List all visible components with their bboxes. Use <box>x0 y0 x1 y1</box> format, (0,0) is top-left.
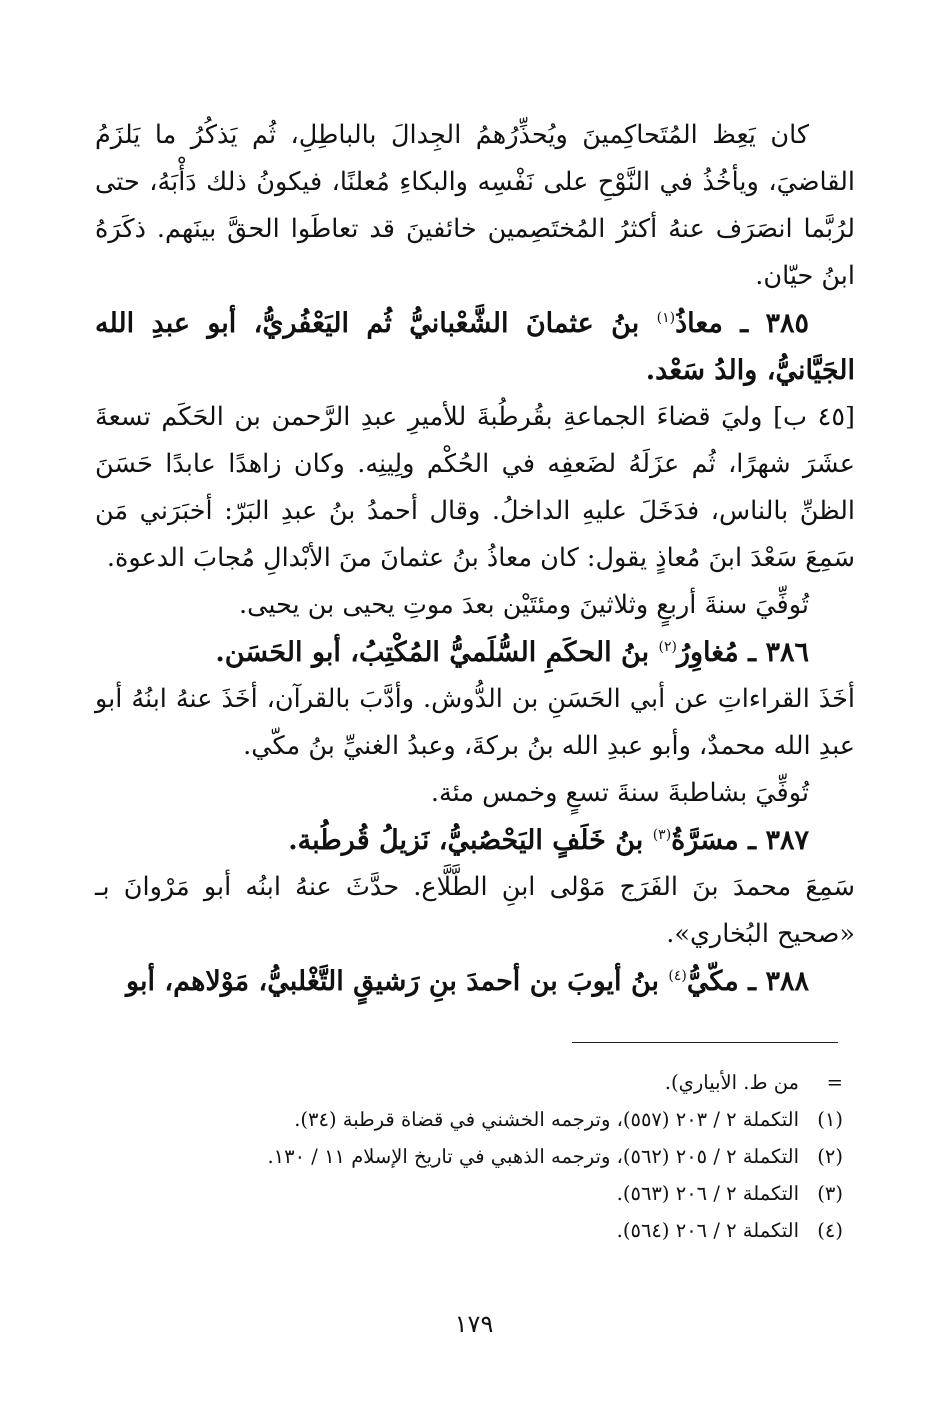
footnote-marker: (٣) <box>817 1182 843 1205</box>
entry-385-lineage: بنُ عثمانَ الشَّعْبانيُّ ثُم اليَعْفُريُّ، أبو عبدِ الله الجَيَّانيُّ، والدُ سَعْد. <box>95 308 855 386</box>
entry-385-number-name: ٣٨٥ ـ معاذُ <box>675 308 810 339</box>
footnote-ref-2: (٢) <box>658 639 677 655</box>
footnote-text: التكملة ٢ / ٢٠٦ (٥٦٤). <box>616 1219 799 1242</box>
entry-386-heading <box>95 629 855 676</box>
entry-385-death: تُوفِّيَ سنةَ أربعٍ وثلاثينَ ومئتَيْن بعدَ موتِ يحيى بن يحيى. <box>238 590 809 620</box>
footnotes <box>95 1064 843 1249</box>
footnote-marker: (٢) <box>817 1145 843 1168</box>
entry-385-heading <box>95 300 855 394</box>
footnote-marker: (١) <box>817 1108 843 1131</box>
entry-387-body: سَمِعَ محمدَ بنَ الفَرَج مَوْلى ابنِ الطَّلَّاع. حدَّثَ عنهُ ابنُه أبو مَرْوانَ بـ «صحيح البُخاري». <box>95 872 855 949</box>
footnote-text: التكملة ٢ / ٢٠٥ (٥٦٢)، وترجمه الذهبي في تاريخ الإسلام ١١ / ١٣٠. <box>267 1145 799 1168</box>
entry-385-body: [٤٥ ب] وليَ قضاءَ الجماعةِ بقُرطُبةَ للأميرِ عبدِ الرَّحمن بن الحَكَم تسعةَ عشَرَ شهرًا، ثُم عزَلَهُ لضَعفِه في الحُكْم ولِينِه. وكان زاهدًا عابدًا حَسَنَ الظنِّ بالناس، فدَخَلَ عليهِ الداخلُ. وقال أحمدُ بنُ عبدِ البَرّ: أخبَرَني مَن سَمِعَ سَعْدَ ابنَ مُعاذٍ يقول: كان معاذُ بنُ عثمانَ منَ الأبْدالِ مُجابَ الدعوة. <box>95 402 855 573</box>
entry-388-heading <box>95 958 855 1005</box>
footnote-ref-3: (٣) <box>652 827 672 843</box>
footnote-4 <box>95 1212 843 1249</box>
footnote-text: من ط. الأبياري). <box>664 1071 799 1094</box>
footnote-ref-1: (١) <box>656 310 676 326</box>
footnote-marker: = <box>826 1071 843 1094</box>
entry-386-number-name: ٣٨٦ ـ مُغاوِرُ <box>676 637 809 668</box>
page-number: ١٧٩ <box>454 1310 494 1338</box>
footnote-text: التكملة ٢ / ٢٠٦ (٥٦٣). <box>616 1182 799 1205</box>
main-text <box>95 112 855 1005</box>
paragraph-continuation: كان يَعِظ المُتَحاكِمينَ ويُحذِّرُهمُ الجِدالَ بالباطِلِ، ثُم يَذكُرُ ما يَلزَمُ القاضيَ، ويأخُذُ في النَّوْحِ على نَفْسِه والبكاءِ مُعلنًا، فيكونُ ذلك دَأْبَهُ، حتى لرُبَّما انصَرَف عنهُ أكثرُ المُختَصِمين خائفينَ قد تعاطَوا الحقَّ بينَهم. ذكَرَهُ ابنُ حيّان. <box>95 120 855 291</box>
footnote-continuation <box>95 1064 843 1101</box>
footnote-3 <box>95 1175 843 1212</box>
footnote-1 <box>95 1101 843 1138</box>
entry-387-heading <box>95 817 855 864</box>
entry-386-lineage: بنُ الحكَمِ السُّلَميُّ المُكْتِبُ، أبو الحَسَن. <box>215 637 659 668</box>
footnote-ref-4: (٤) <box>668 968 687 984</box>
entry-386-body: أخَذَ القراءاتِ عن أبي الحَسَنِ بن الدُّوش. وأدَّبَ بالقرآن، أخَذَ عنهُ ابنُهُ أبو عبدِ الله محمدٌ، وأبو عبدِ الله بنُ بركةَ، وعبدُ الغنيِّ بنُ مكّي. <box>95 684 855 761</box>
footnote-marker: (٤) <box>817 1219 843 1242</box>
entry-386-death: تُوفِّيَ بشاطبةَ سنةَ تسعٍ وخمس مئة. <box>430 778 809 808</box>
entry-387-lineage: بنُ خَلَفٍ اليَحْصُبيُّ، نَزيلُ قُرطُبة. <box>288 825 653 856</box>
entry-388-lineage: بنُ أيوبَ بن أحمدَ بنِ رَشيقٍ التَّغْلبيُّ، مَوْلاهم، أبو <box>126 966 669 997</box>
footnote-2 <box>95 1138 843 1175</box>
footnote-text: التكملة ٢ / ٢٠٣ (٥٥٧)، وترجمه الخشني في قضاة قرطبة (٣٤). <box>294 1108 799 1131</box>
entry-387-number-name: ٣٨٧ ـ مسَرَّةُ <box>671 825 809 856</box>
footnote-separator <box>572 1042 838 1043</box>
entry-388-number-name: ٣٨٨ ـ مكّيُّ <box>686 966 809 997</box>
